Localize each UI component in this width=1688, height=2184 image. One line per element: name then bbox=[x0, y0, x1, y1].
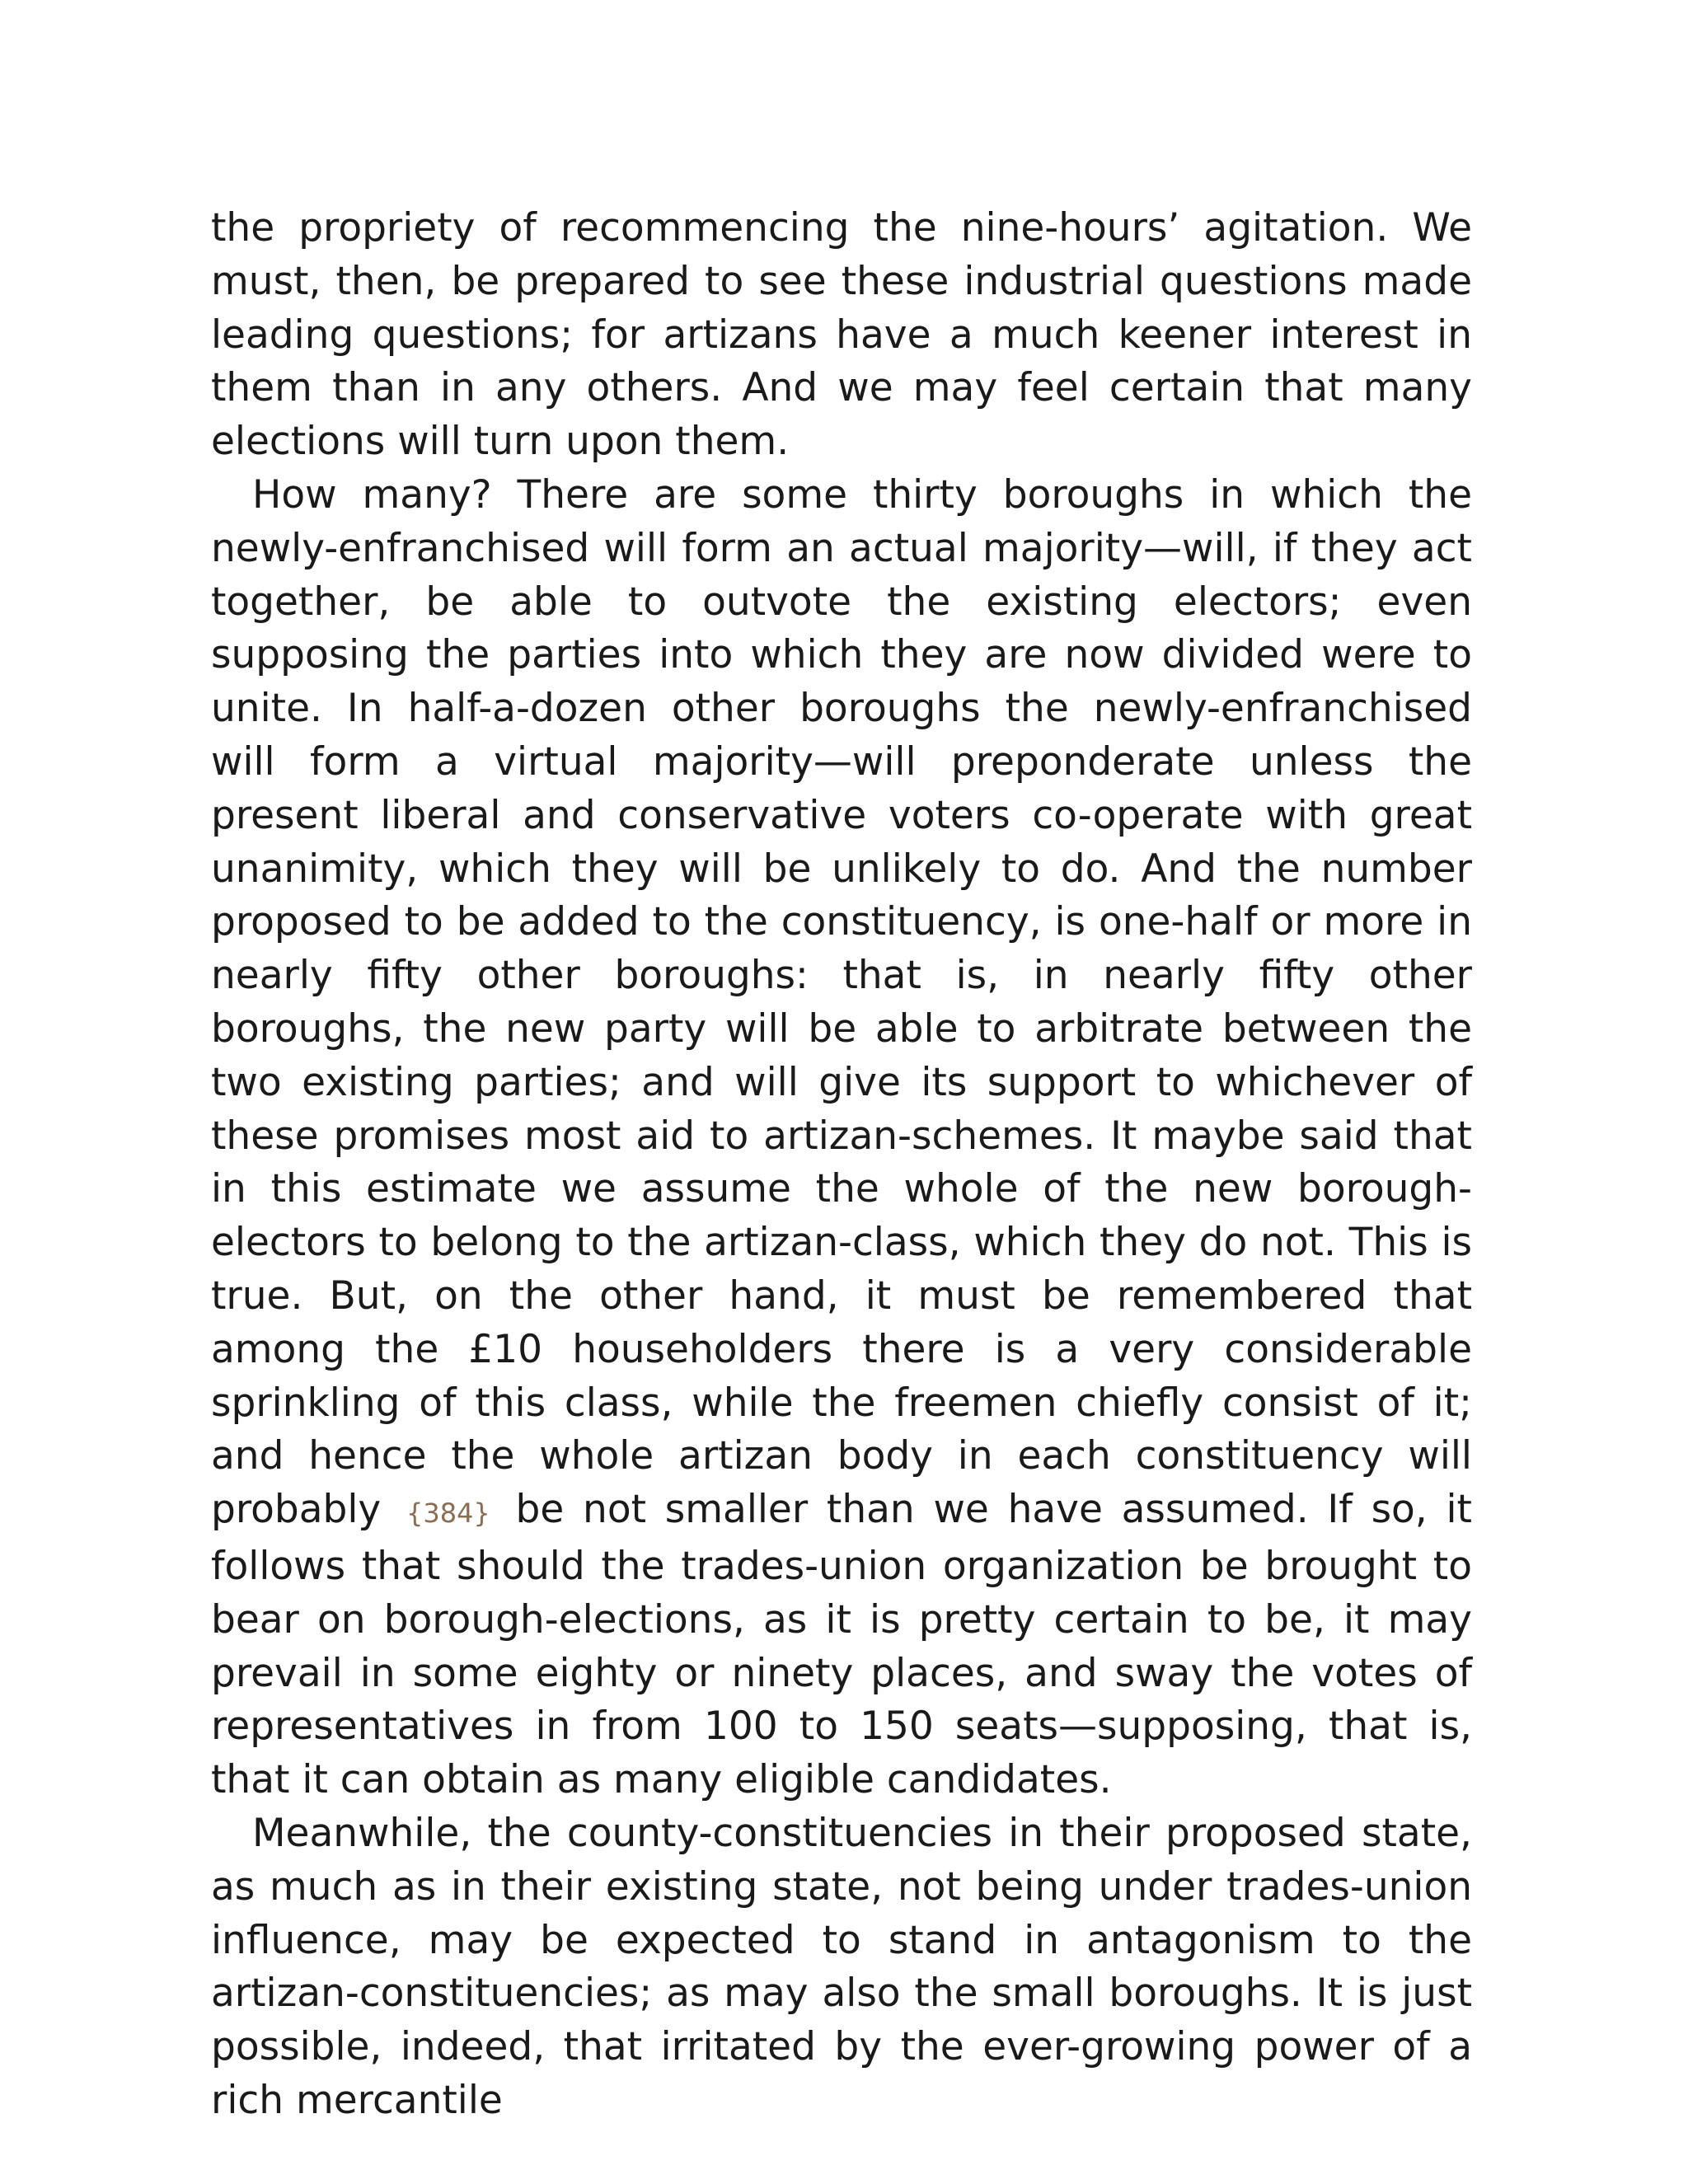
page-number-marker: {384} bbox=[406, 1497, 490, 1530]
paragraph-2 bbox=[211, 469, 1472, 1807]
paragraph-1: the propriety of recommencing the nine-hours’ agitation. We must, then, be prepared to see these industrial questions made leading questions; for artizans have a much keener interest in them than in any others. And we may feel certain that many elections will turn upon them. bbox=[211, 205, 1472, 465]
paragraph-3: Meanwhile, the county-constituencies in their proposed state, as much as in their existing state, not being under trades-union influence, may be expected to stand in antagonism to the artizan-constituencies; as may also the small boroughs. It is just possible, indeed, that irritated by the ever-growing power of a rich mercantile bbox=[211, 1810, 1472, 2123]
document-page bbox=[211, 202, 1472, 2128]
paragraph-2-text-after: be not smaller than we have assumed. If so, it follows that should the trades-union organization be brought to bear on borough-elections, as it is pretty certain to be, it may prevail in some eighty or ninety places, and sway the votes of representatives in from 100 to 150 seats—supposing, that is, that it can obtain as many eligible candidates. bbox=[211, 1487, 1472, 1803]
paragraph-2-text-before: How many? There are some thirty boroughs in which the newly-enfranchised will form an actual majority—will, if they act together, be able to outvote the existing electors; even supposing the parties into which they are now divided were to unite. In half-a-dozen other boroughs the newly-enfranchised will form a virtual majority—will preponderate unless the present liberal and conservative voters co-operate with great unanimity, which they will be unlikely to do. And the number proposed to be added to the constituency, is one-half or more in nearly fifty other boroughs: that is, in nearly fifty other boroughs, the new party will be able to arbitrate between the two existing parties; and will give its support to whichever of these promises most aid to artizan-schemes. It maybe said that in this estimate we assume the whole of the new borough-electors to belong to the artizan-class, which they do not. This is true. But, on the other hand, it must be remembered that among the £10 householders there is a very considerable sprinkling of this class, while the freemen chiefly consist of it; and hence the whole artizan body in each constituency will probably bbox=[211, 471, 1472, 1533]
